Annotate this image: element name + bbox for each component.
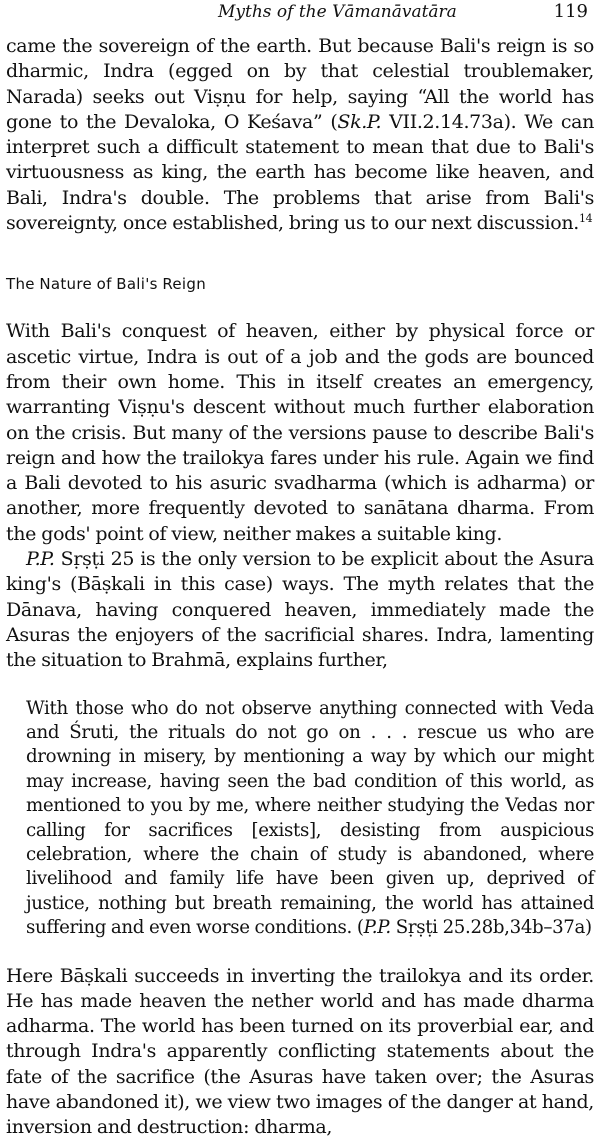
citation: P.P. — [363, 917, 391, 939]
paragraph: With Bali's conquest of heaven, either by physical force or ascetic virtue, Indra is out of a job and the gods are bounced from their own home. This in itself creates an emergency, warranting Viṣṇu's descent without much further elaboration on the crisis. But many of the versions pause to describe Bali's reign and how the trailokya fares under his rule. Again we find a Bali devoted to his asuric svadharma (which is adharma) or another, more frequently devoted to sanātana dharma. From the gods' point of view, neither makes a suitable king. — [6, 320, 594, 545]
page-number: 119 — [553, 1, 588, 22]
body-text — [6, 34, 594, 1141]
citation-rest: Sṛṣṭi 25.28b,34b–37a) — [390, 917, 592, 939]
paragraph-text: came the sovereign of the earth. But because Bali's reign is so dharmic, Indra (egged on by that celestial troublemaker, Narada) seeks out Viṣṇu for help, saying “All the world has gone to the Devaloka, O Keśava” ( — [6, 35, 594, 133]
paragraph-text: Sṛṣṭi 25 is the only version to be explicit about the Asura king's (Bāṣkali in this case) ways. The myth relates that the Dānava, having conquered heaven, immediately made the Asuras the enjoyers of the sacrificial shares. Indra, lamenting the situation to Brahmā, explains further, — [6, 548, 594, 672]
block-quote — [6, 697, 594, 941]
citation: P.P. — [26, 548, 55, 571]
running-head — [0, 0, 600, 26]
paragraph-continuation — [6, 34, 594, 236]
quote-text: With those who do not observe anything connected with Veda and Śruti, the rituals do not go on . . . rescue us who are drowning in misery, by mentioning a way by which our might may increase, having seen the bad condition of this world, as mentioned to you by me, where neither studying the Vedas nor calling for sacrifices [exists], desisting from auspicious celebration, where the chain of study is abandoned, where livelihood and family life have been given up, deprived of justice, nothing but breath remaining, the world has attained suffering and even worse conditions. ( — [26, 697, 594, 939]
paragraph — [6, 547, 594, 673]
footnote-marker: 14 — [578, 212, 593, 226]
paragraph-text: VII.2.14.73a). We can interpret such a difficult statement to mean that due to Bali's virtuousness as king, the earth has become like heaven, and Bali, Indra's double. The problems that arise from Bali's sovereignty, once established, bring us to our next discussion. — [6, 110, 594, 235]
citation: Sk.P. — [337, 110, 382, 133]
running-title: Myths of the Vāmanāvatāra — [218, 2, 457, 22]
section-heading: The Nature of Bali's Reign — [6, 275, 207, 294]
paragraph: Here Bāṣkali succeeds in inverting the trailokya and its order. He has made heaven the nether world and has made dharma adharma. The world has been turned on its proverbial ear, and through Indra's apparently conflicting statements about the fate of the sacrifice (the Asuras have taken over; the Asuras have abandoned it), we view two images of the danger at hand, inversion and destruction: dharma, — [6, 964, 594, 1139]
